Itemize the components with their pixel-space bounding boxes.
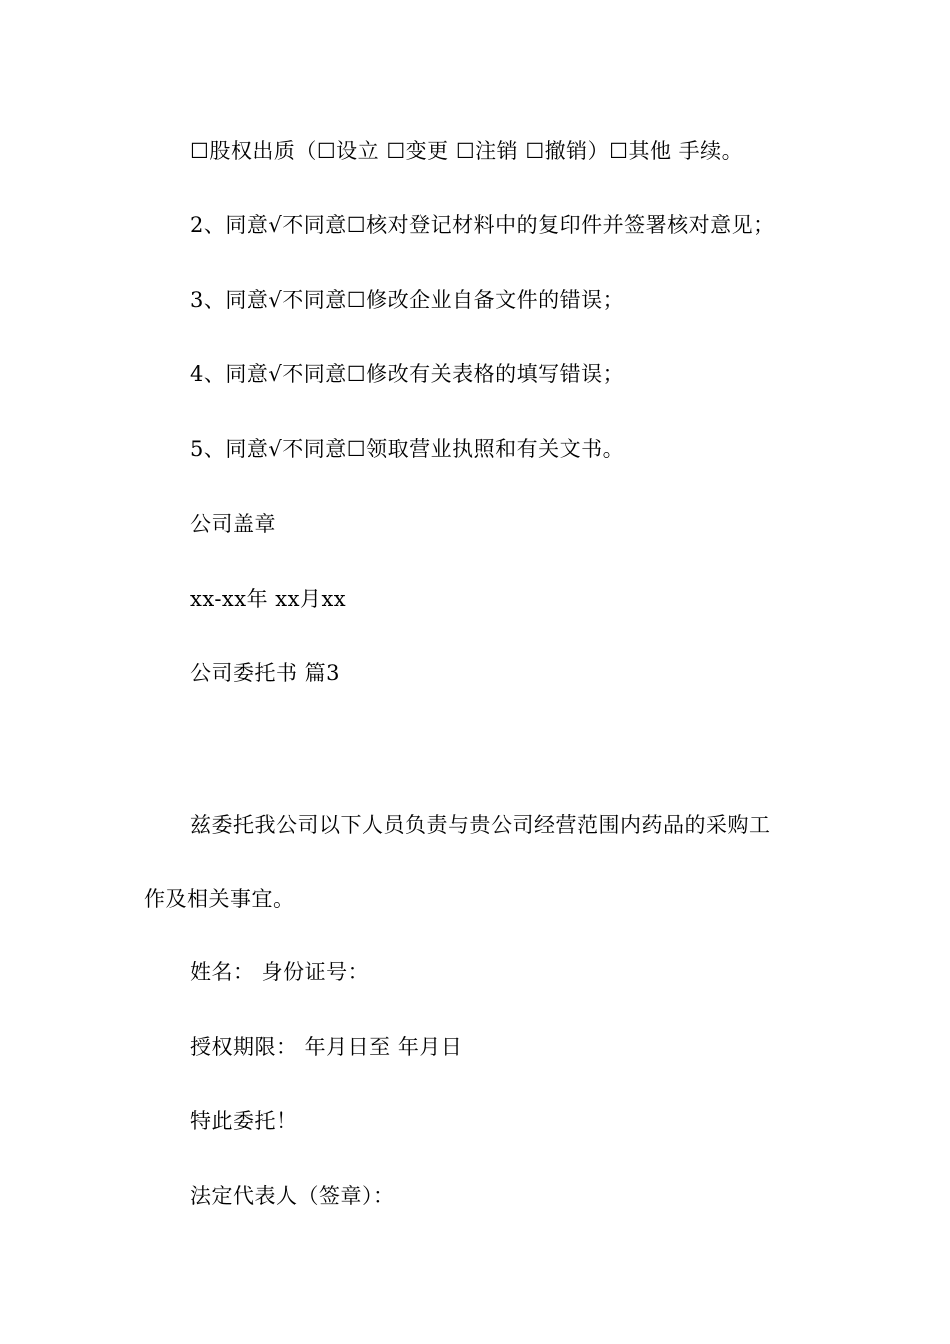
name-id-line: 姓名： 身份证号： <box>190 960 370 984</box>
paragraph-entrust-continued: 作及相关事宜。 <box>144 887 295 911</box>
date-line: xx-xx年 xx月xx <box>190 587 347 611</box>
company-seal-label: 公司盖章 <box>190 512 276 536</box>
legal-representative-signature-line: 法定代表人（签章）： <box>190 1184 395 1208</box>
section-title: 公司委托书 篇3 <box>190 661 341 685</box>
consent-item-2: 2、同意√不同意☐核对登记材料中的复印件并签署核对意见； <box>190 213 775 237</box>
consent-item-3: 3、同意√不同意☐修改企业自备文件的错误； <box>190 288 625 312</box>
consent-item-5: 5、同意√不同意☐领取营业执照和有关文书。 <box>190 437 625 461</box>
consent-item-4: 4、同意√不同意☐修改有关表格的填写错误； <box>190 362 625 386</box>
closing-statement: 特此委托！ <box>190 1109 298 1133</box>
paragraph-entrust: 兹委托我公司以下人员负责与贵公司经营范围内药品的采购工 <box>190 813 771 837</box>
authorization-period-line: 授权期限： 年月日至 年月日 <box>190 1035 463 1059</box>
option-line-equity-pledge: ☐股权出质（☐设立 ☐变更 ☐注销 ☐撤销）☐其他 手续。 <box>190 139 744 163</box>
